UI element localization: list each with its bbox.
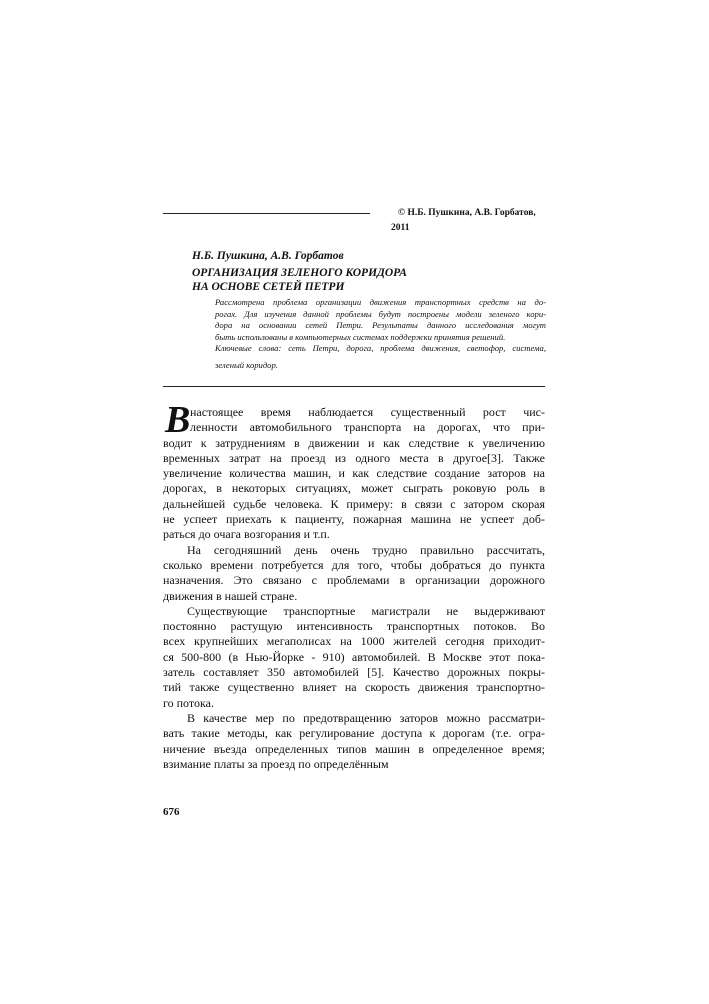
article-title	[192, 266, 407, 294]
copyright-line-2: 2011	[391, 223, 410, 233]
body-line: ничение въезда определенных типов машин в определенное время;	[163, 741, 545, 756]
body-line: всех крупнейших мегаполисах на 1000 жителей сегодня приходит-	[163, 634, 545, 649]
body-line: дорогах, в некоторых ситуациях, может сыграть роковую роль в	[163, 481, 545, 496]
article-body	[163, 399, 545, 772]
title-line-2: НА ОСНОВЕ СЕТЕЙ ПЕТРИ	[192, 281, 345, 293]
abstract-line: быть использованы в компьютерных системах поддержки принятия решений.	[215, 331, 506, 342]
body-line: не успеет приехать к пациенту, пожарная машина не успеет доб-	[163, 512, 545, 527]
body-line: водит к затруднениям в движении и как следствие к увеличению	[163, 435, 545, 450]
body-line: раться до очага возгорания и т.п.	[163, 527, 330, 542]
abstract	[215, 297, 546, 372]
body-line: настоящее время наблюдается существенный рост чис-	[190, 405, 545, 419]
section-rule	[163, 386, 545, 387]
body-line: ленности автомобильного транспорта на дорогах, что при-	[190, 420, 545, 435]
body-line: вать такие методы, как регулирование доступа к дорогам (т.е. огра-	[163, 726, 545, 741]
body-line: взимание платы за проезд по определённым	[163, 756, 389, 771]
copyright-notice	[391, 207, 548, 234]
body-line: На сегодняшний день очень трудно правильно рассчитать,	[187, 542, 545, 557]
header-rule	[163, 213, 370, 214]
title-line-1: ОРГАНИЗАЦИЯ ЗЕЛЕНОГО КОРИДОРА	[192, 267, 407, 279]
body-line: го потока.	[163, 695, 214, 710]
keywords	[215, 343, 546, 371]
paragraph-1	[163, 399, 545, 543]
keywords-line-1: Ключевые слова: сеть Петри, дорога, проблема движения, светофор, система,	[215, 343, 546, 354]
body-line: движения в нашей стране.	[163, 588, 298, 603]
paragraph-3	[163, 604, 545, 711]
page-number: 676	[163, 806, 180, 818]
paragraph-4	[163, 711, 545, 772]
abstract-line: рогах. Для изучения данной проблемы будут построены модели зеленого кори-	[215, 308, 546, 319]
abstract-line: дора на основании сетей Петри. Результаты данного исследования могут	[215, 320, 546, 331]
drop-cap: В	[165, 399, 191, 441]
body-line: В качестве мер по предотвращению заторов можно рассматри-	[187, 710, 545, 725]
body-line: тий также существенно влияет на скорость движения транспортно-	[163, 680, 545, 695]
body-line: Существующие транспортные магистрали не выдерживают	[187, 603, 545, 618]
body-line: ся 500-800 (в Нью-Йорке - 910) автомобилей. В Москве этот пока-	[163, 649, 545, 664]
keywords-line-2: зеленый коридор.	[215, 359, 278, 370]
copyright-line-1: © Н.Б. Пушкина, А.В. Горбатов,	[398, 208, 536, 218]
body-line: временных затрат на проезд из одного места в другое[3]. Также	[163, 450, 545, 465]
article-authors: Н.Б. Пушкина, А.В. Горбатов	[192, 250, 344, 262]
body-line: увеличение количества машин, и как следствие создание заторов на	[163, 466, 545, 481]
body-line: назначения. Это связано с проблемами в организации дорожного	[163, 573, 545, 588]
body-line: сколько времени потребуется для того, чтобы добраться до пункта	[163, 557, 545, 572]
body-line: затель составляет 350 автомобилей [5]. Качество дорожных покры-	[163, 665, 545, 680]
paragraph-2	[163, 543, 545, 604]
body-line: постоянно растущую интенсивность транспортных потоков. Во	[163, 619, 545, 634]
body-line: дальнейшей судьбе человека. К примеру: в связи с затором скорая	[163, 496, 545, 511]
abstract-line: Рассмотрена проблема организации движения транспортных средств на до-	[215, 297, 546, 307]
